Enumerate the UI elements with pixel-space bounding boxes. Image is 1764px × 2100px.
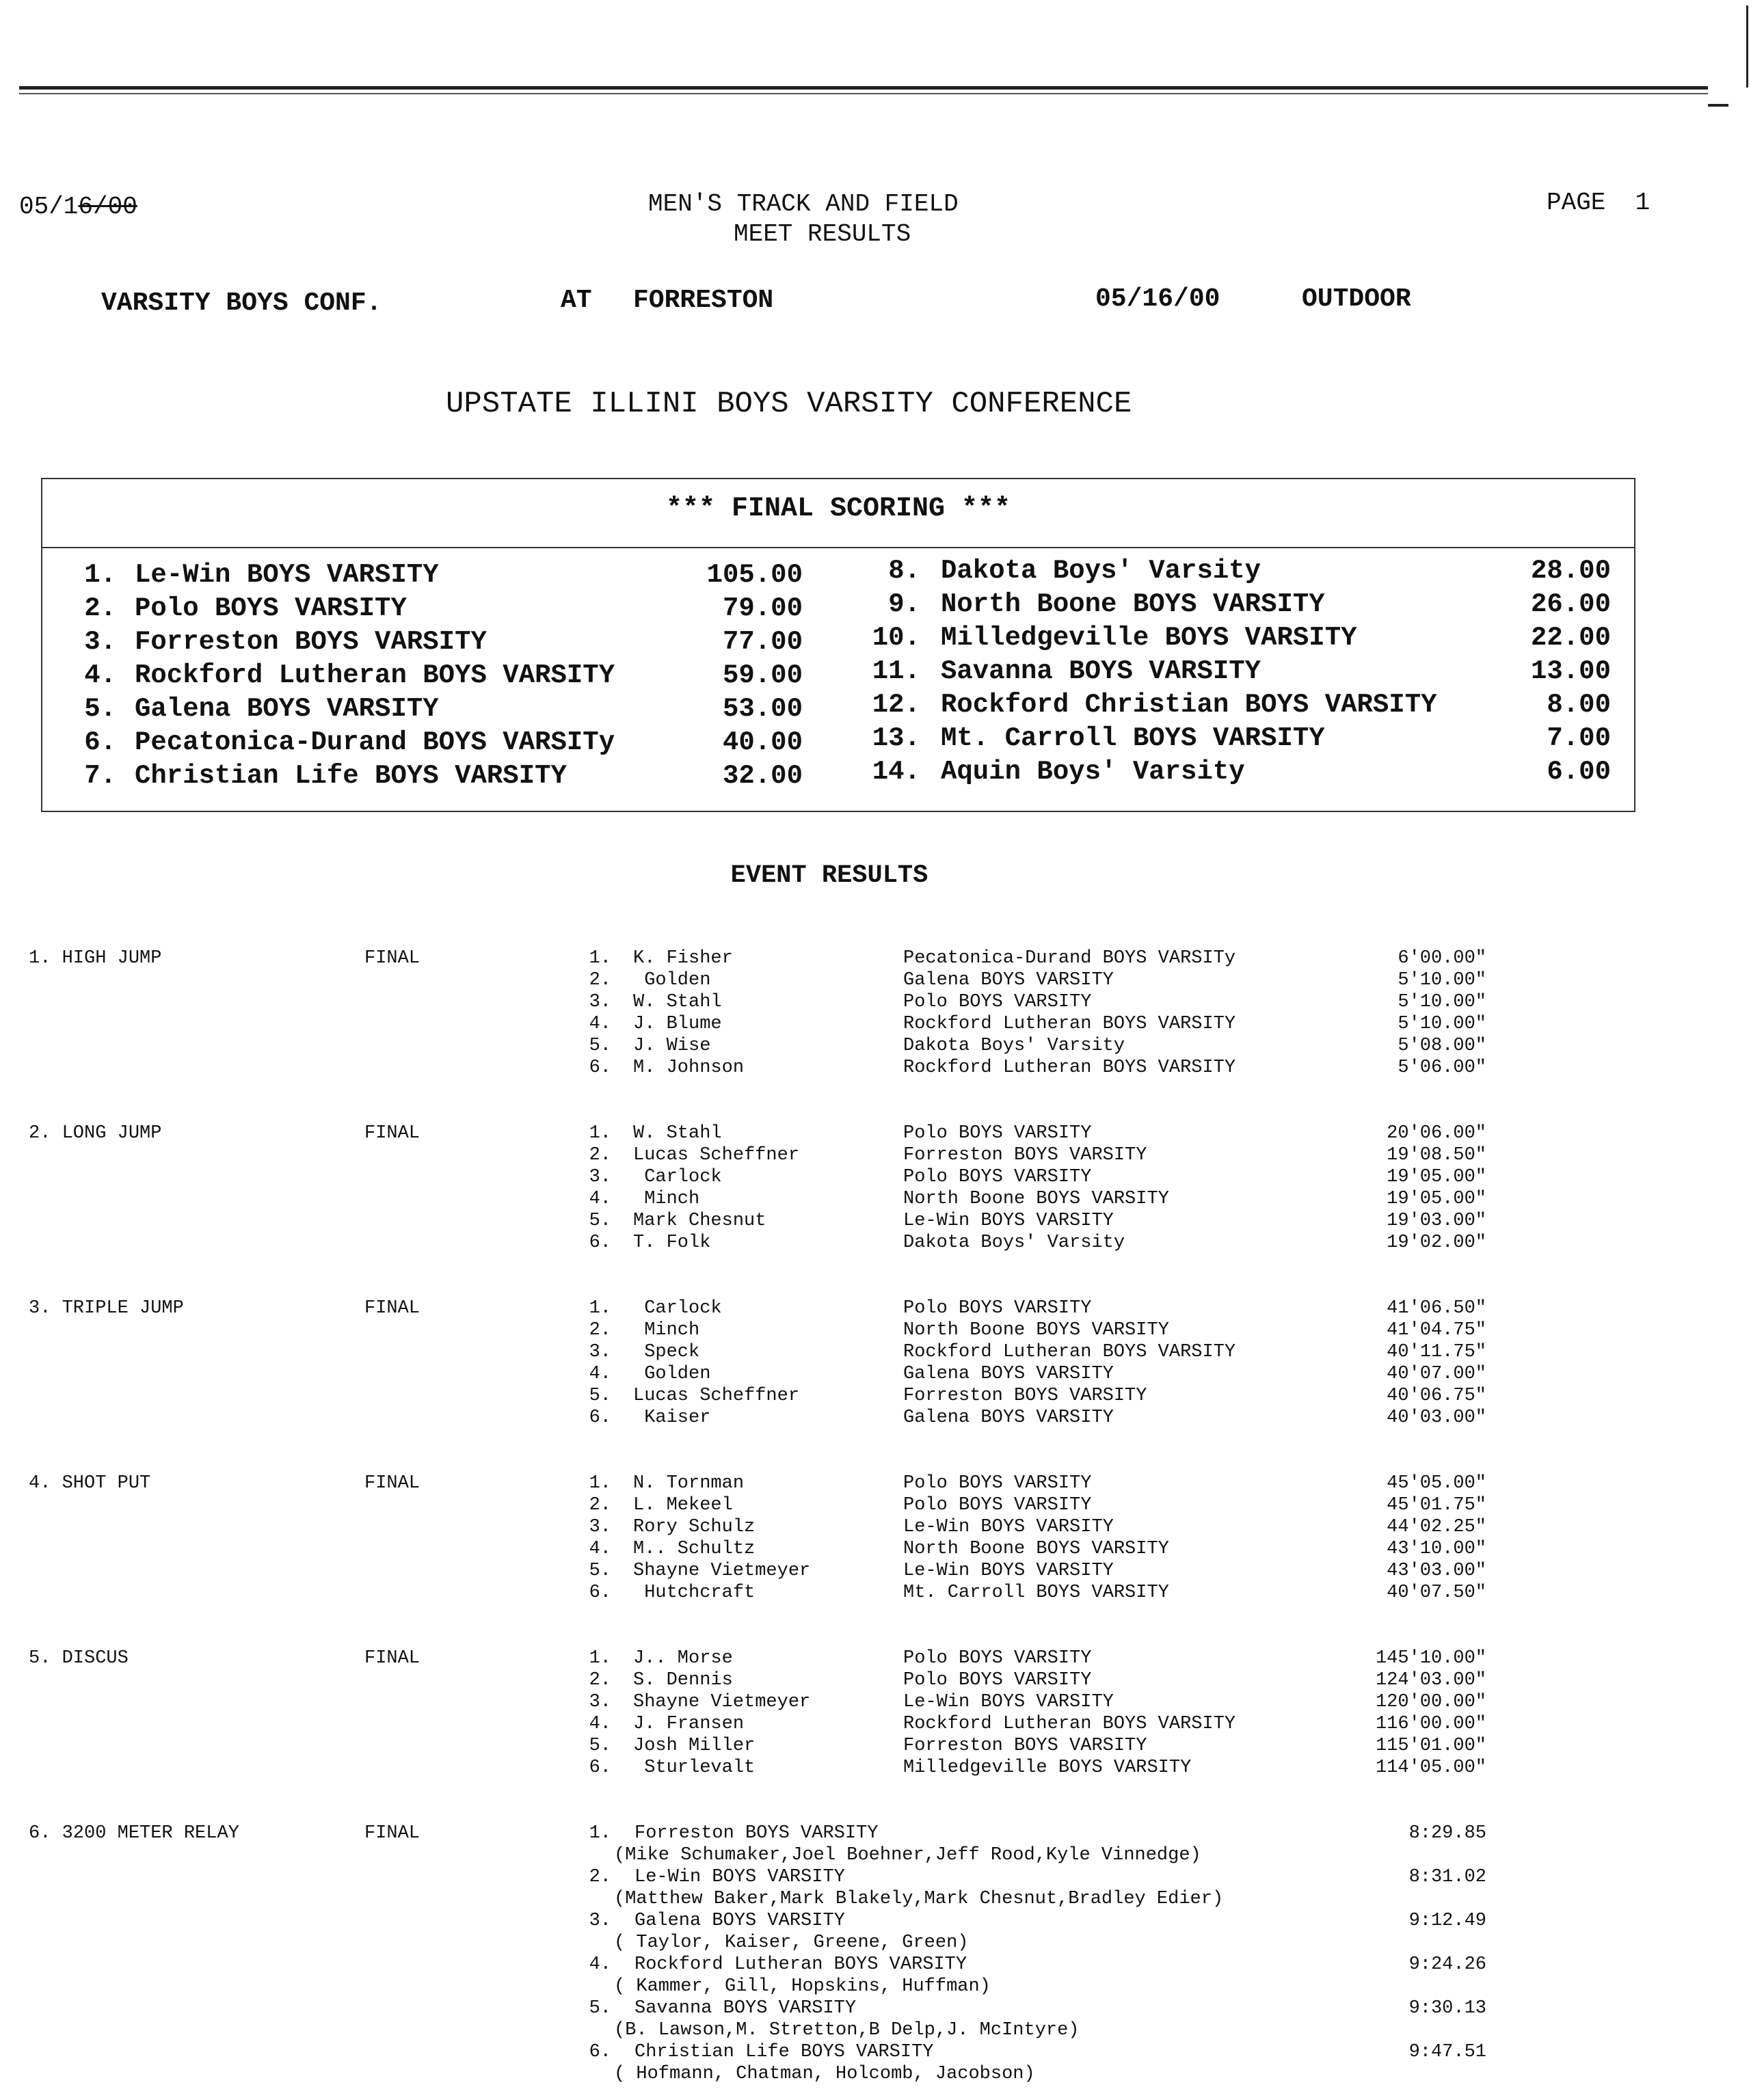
score-rank: 13. — [872, 723, 920, 753]
result-mark: 114'05.00" — [1375, 1758, 1486, 1778]
result-team: Forreston BOYS VARSITY — [903, 1386, 1147, 1406]
result-athlete: Golden — [633, 970, 711, 991]
result-team: Polo BOYS VARSITY — [903, 1167, 1092, 1187]
score-team: Rockford Christian BOYS VARSITY — [941, 690, 1437, 720]
result-mark: 115'01.00" — [1375, 1736, 1486, 1756]
relay-team: Forreston BOYS VARSITY — [634, 1823, 879, 1844]
result-team: Polo BOYS VARSITY — [903, 1123, 1092, 1144]
result-place: 5. — [589, 1736, 611, 1756]
result-team: North Boone BOYS VARSITY — [903, 1320, 1169, 1341]
event-name: 3. TRIPLE JUMP — [29, 1298, 184, 1319]
result-mark: 45'05.00" — [1387, 1473, 1486, 1494]
result-place: 6. — [589, 1583, 611, 1603]
result-team: Polo BOYS VARSITY — [903, 992, 1092, 1012]
score-rank: 1. — [84, 560, 116, 590]
result-mark: 41'06.50" — [1387, 1298, 1486, 1319]
result-mark: 120'00.00" — [1375, 1692, 1486, 1712]
result-athlete: Sturlevalt — [633, 1758, 756, 1778]
result-place: 4. — [589, 1364, 611, 1384]
result-team: Rockford Lutheran BOYS VARSITY — [903, 1342, 1236, 1362]
result-mark: 20'06.00" — [1387, 1123, 1486, 1144]
result-mark: 19'03.00" — [1387, 1211, 1486, 1231]
relay-members: (B. Lawson,M. Stretton,B Delp,J. McIntyre) — [614, 2020, 1080, 2041]
score-rank: 3. — [84, 627, 116, 657]
result-place: 6. — [589, 1408, 611, 1428]
event-name: 6. 3200 METER RELAY — [29, 1823, 239, 1844]
result-athlete: Carlock — [633, 1167, 722, 1187]
score-points: 105.00 — [706, 560, 803, 590]
result-mark: 41'04.75" — [1387, 1320, 1486, 1341]
relay-time: 9:12.49 — [1408, 1911, 1486, 1931]
result-place: 3. — [589, 1342, 611, 1362]
result-place: 6. — [589, 1233, 611, 1253]
score-team: Mt. Carroll BOYS VARSITY — [941, 723, 1325, 753]
relay-time: 8:29.85 — [1408, 1823, 1486, 1844]
result-athlete: Shayne Vietmeyer — [633, 1692, 811, 1712]
result-mark: 124'03.00" — [1375, 1670, 1486, 1691]
score-rank: 12. — [872, 690, 920, 720]
result-team: Dakota Boys' Varsity — [903, 1036, 1125, 1056]
score-points: 6.00 — [1547, 757, 1611, 787]
result-athlete: Lucas Scheffner — [633, 1145, 800, 1166]
score-team: Savanna BOYS VARSITY — [941, 656, 1261, 686]
relay-members: ( Taylor, Kaiser, Greene, Green) — [614, 1933, 969, 1953]
score-team: Forreston BOYS VARSITY — [135, 627, 487, 657]
result-place: 2. — [589, 1320, 611, 1341]
score-team: Christian Life BOYS VARSITY — [135, 761, 567, 791]
result-place: 1. — [589, 1123, 611, 1144]
result-athlete: Speck — [633, 1342, 700, 1362]
result-mark: 43'10.00" — [1387, 1539, 1486, 1559]
event-round: FINAL — [364, 1298, 420, 1319]
result-team: Polo BOYS VARSITY — [903, 1298, 1092, 1319]
result-mark: 5'10.00" — [1398, 970, 1486, 991]
header-date-prefix: 05/1 — [19, 193, 79, 221]
result-team: North Boone BOYS VARSITY — [903, 1189, 1169, 1209]
result-athlete: L. Mekeel — [633, 1495, 733, 1516]
meet-name: VARSITY BOYS CONF. — [101, 288, 382, 318]
event-round: FINAL — [364, 948, 420, 969]
result-place: 4. — [589, 1189, 611, 1209]
result-mark: 43'03.00" — [1387, 1561, 1486, 1581]
result-team: Forreston BOYS VARSITY — [903, 1145, 1147, 1166]
score-team: Galena BOYS VARSITY — [135, 694, 439, 724]
score-rank: 10. — [872, 623, 920, 653]
result-athlete: Hutchcraft — [633, 1583, 756, 1603]
result-team: Polo BOYS VARSITY — [903, 1495, 1092, 1516]
meet-location: FORRESTON — [633, 286, 774, 315]
score-points: 53.00 — [722, 694, 803, 724]
result-athlete: W. Stahl — [633, 1123, 722, 1144]
report-subtitle: MEET RESULTS — [734, 220, 911, 248]
score-team: Pecatonica-Durand BOYS VARSITy — [135, 727, 615, 757]
result-mark: 44'02.25" — [1387, 1517, 1486, 1537]
result-place: 4. — [589, 1539, 611, 1559]
relay-time: 9:30.13 — [1408, 1998, 1486, 2019]
result-team: Polo BOYS VARSITY — [903, 1648, 1092, 1669]
result-place: 5. — [589, 1036, 611, 1056]
score-points: 8.00 — [1547, 690, 1611, 720]
result-place: 3. — [589, 992, 611, 1012]
result-place: 1. — [589, 1473, 611, 1494]
header-date-struck: 6/00 — [78, 193, 137, 221]
score-rank: 8. — [888, 556, 920, 586]
relay-members: (Matthew Baker,Mark Blakely,Mark Chesnut,Bradley Edier) — [614, 1889, 1224, 1909]
score-rank: 2. — [84, 593, 116, 623]
result-mark: 40'07.00" — [1387, 1364, 1486, 1384]
result-athlete: J.. Morse — [633, 1648, 733, 1669]
result-mark: 19'05.00" — [1387, 1189, 1486, 1209]
result-place: 3. — [589, 1692, 611, 1712]
score-points: 22.00 — [1530, 623, 1611, 653]
header-date — [19, 193, 137, 221]
result-mark: 40'11.75" — [1387, 1342, 1486, 1362]
event-round: FINAL — [364, 1123, 420, 1144]
top-rule-end-mark — [1708, 104, 1728, 107]
result-team: Rockford Lutheran BOYS VARSITY — [903, 1058, 1236, 1078]
result-team: Pecatonica-Durand BOYS VARSITy — [903, 948, 1236, 969]
result-place: 3. — [589, 1167, 611, 1187]
score-points: 7.00 — [1547, 723, 1611, 753]
result-athlete: Golden — [633, 1364, 711, 1384]
result-place: 4. — [589, 1014, 611, 1034]
result-team: Mt. Carroll BOYS VARSITY — [903, 1583, 1169, 1603]
score-rank: 4. — [84, 660, 116, 690]
result-athlete: W. Stahl — [633, 992, 722, 1012]
score-rank: 9. — [888, 589, 920, 619]
result-mark: 5'10.00" — [1398, 992, 1486, 1012]
result-place: 6. — [589, 1058, 611, 1078]
result-team: Dakota Boys' Varsity — [903, 1233, 1125, 1253]
event-name: 5. DISCUS — [29, 1648, 129, 1669]
relay-place: 3. — [589, 1911, 611, 1931]
result-athlete: Kaiser — [633, 1408, 711, 1428]
score-team: North Boone BOYS VARSITY — [941, 589, 1325, 619]
event-name: 1. HIGH JUMP — [29, 948, 162, 969]
score-rank: 5. — [84, 694, 116, 724]
score-team: Rockford Lutheran BOYS VARSITY — [135, 660, 615, 690]
result-athlete: Shayne Vietmeyer — [633, 1561, 811, 1581]
result-athlete: N. Tornman — [633, 1473, 745, 1494]
result-place: 2. — [589, 1495, 611, 1516]
result-mark: 116'00.00" — [1375, 1714, 1486, 1734]
result-place: 5. — [589, 1561, 611, 1581]
score-points: 77.00 — [722, 627, 803, 657]
event-results-heading: EVENT RESULTS — [730, 861, 928, 890]
score-rank: 6. — [84, 727, 116, 757]
result-team: Polo BOYS VARSITY — [903, 1473, 1092, 1494]
result-athlete: S. Dennis — [633, 1670, 733, 1691]
relay-team: Christian Life BOYS VARSITY — [634, 2042, 934, 2062]
result-athlete: T. Folk — [633, 1233, 711, 1253]
score-points: 26.00 — [1530, 589, 1611, 619]
result-athlete: Rory Schulz — [633, 1517, 756, 1537]
result-place: 1. — [589, 948, 611, 969]
result-team: Rockford Lutheran BOYS VARSITY — [903, 1014, 1236, 1034]
result-team: Le-Win BOYS VARSITY — [903, 1517, 1114, 1537]
final-scoring-divider — [41, 547, 1635, 548]
result-team: Galena BOYS VARSITY — [903, 970, 1114, 991]
scan-edge-mark — [1746, 5, 1748, 88]
result-mark: 19'08.50" — [1387, 1145, 1486, 1166]
relay-members: ( Hofmann, Chatman, Holcomb, Jacobson) — [614, 2064, 1035, 2084]
score-team: Le-Win BOYS VARSITY — [135, 560, 439, 590]
score-points: 28.00 — [1530, 556, 1611, 586]
meet-at-label: AT — [561, 286, 592, 315]
relay-team: Savanna BOYS VARSITY — [634, 1998, 857, 2019]
relay-team: Galena BOYS VARSITY — [634, 1911, 845, 1931]
result-athlete: J. Wise — [633, 1036, 711, 1056]
result-team: Galena BOYS VARSITY — [903, 1408, 1114, 1428]
result-athlete: J. Fransen — [633, 1714, 745, 1734]
result-mark: 5'08.00" — [1398, 1036, 1486, 1056]
score-team: Milledgeville BOYS VARSITY — [941, 623, 1357, 653]
result-team: Milledgeville BOYS VARSITY — [903, 1758, 1192, 1778]
relay-team: Rockford Lutheran BOYS VARSITY — [634, 1954, 967, 1975]
result-athlete: J. Blume — [633, 1014, 722, 1034]
report-title: MEN'S TRACK AND FIELD — [648, 190, 959, 218]
result-athlete: Mark Chesnut — [633, 1211, 766, 1231]
score-rank: 14. — [872, 757, 920, 787]
result-athlete: M. Johnson — [633, 1058, 745, 1078]
event-name: 2. LONG JUMP — [29, 1123, 162, 1144]
score-points: 32.00 — [722, 761, 803, 791]
result-mark: 6'00.00" — [1398, 948, 1486, 969]
relay-place: 2. — [589, 1867, 611, 1887]
result-place: 6. — [589, 1758, 611, 1778]
top-rule — [19, 86, 1708, 90]
score-points: 59.00 — [722, 660, 803, 690]
relay-time: 8:31.02 — [1408, 1867, 1486, 1887]
top-rule-secondary — [19, 93, 1708, 94]
relay-time: 9:24.26 — [1408, 1954, 1486, 1975]
result-athlete: Josh Miller — [633, 1736, 756, 1756]
score-rank: 11. — [872, 656, 920, 686]
result-athlete: Minch — [633, 1320, 700, 1341]
result-team: Polo BOYS VARSITY — [903, 1670, 1092, 1691]
result-team: Le-Win BOYS VARSITY — [903, 1561, 1114, 1581]
result-team: Le-Win BOYS VARSITY — [903, 1211, 1114, 1231]
result-mark: 40'03.00" — [1387, 1408, 1486, 1428]
result-mark: 45'01.75" — [1387, 1495, 1486, 1516]
result-athlete: K. Fisher — [633, 948, 733, 969]
result-athlete: Minch — [633, 1189, 700, 1209]
relay-members: (Mike Schumaker,Joel Boehner,Jeff Rood,Kyle Vinnedge) — [614, 1845, 1201, 1866]
result-mark: 19'02.00" — [1387, 1233, 1486, 1253]
event-name: 4. SHOT PUT — [29, 1473, 151, 1494]
relay-place: 6. — [589, 2042, 611, 2062]
relay-members: ( Kammer, Gill, Hopskins, Huffman) — [614, 1976, 991, 1997]
result-place: 4. — [589, 1714, 611, 1734]
conference-title: UPSTATE ILLINI BOYS VARSITY CONFERENCE — [446, 387, 1132, 421]
relay-team: Le-Win BOYS VARSITY — [634, 1867, 845, 1887]
score-points: 79.00 — [722, 593, 803, 623]
result-place: 1. — [589, 1298, 611, 1319]
relay-place: 4. — [589, 1954, 611, 1975]
result-place: 3. — [589, 1517, 611, 1537]
result-mark: 40'07.50" — [1387, 1583, 1486, 1603]
result-mark: 145'10.00" — [1375, 1648, 1486, 1669]
page-number: PAGE 1 — [1547, 189, 1651, 217]
score-team: Dakota Boys' Varsity — [941, 556, 1261, 586]
result-mark: 40'06.75" — [1387, 1386, 1486, 1406]
result-place: 2. — [589, 1145, 611, 1166]
final-scoring-heading: *** FINAL SCORING *** — [665, 494, 1011, 524]
result-team: Galena BOYS VARSITY — [903, 1364, 1114, 1384]
event-round: FINAL — [364, 1648, 420, 1669]
relay-place: 1. — [589, 1823, 611, 1844]
result-place: 2. — [589, 970, 611, 991]
result-team: Forreston BOYS VARSITY — [903, 1736, 1147, 1756]
result-place: 1. — [589, 1648, 611, 1669]
score-team: Aquin Boys' Varsity — [941, 757, 1245, 787]
result-mark: 5'06.00" — [1398, 1058, 1486, 1078]
relay-time: 9:47.51 — [1408, 2042, 1486, 2062]
result-team: Le-Win BOYS VARSITY — [903, 1692, 1114, 1712]
event-round: FINAL — [364, 1473, 420, 1494]
relay-place: 5. — [589, 1998, 611, 2019]
result-athlete: Lucas Scheffner — [633, 1386, 800, 1406]
meet-date: 05/16/00 — [1095, 284, 1220, 314]
score-team: Polo BOYS VARSITY — [135, 593, 407, 623]
event-round: FINAL — [364, 1823, 420, 1844]
result-mark: 5'10.00" — [1398, 1014, 1486, 1034]
result-athlete: M.. Schultz — [633, 1539, 756, 1559]
result-mark: 19'05.00" — [1387, 1167, 1486, 1187]
result-place: 5. — [589, 1211, 611, 1231]
result-athlete: Carlock — [633, 1298, 722, 1319]
score-points: 40.00 — [722, 727, 803, 757]
meet-type: OUTDOOR — [1302, 284, 1411, 314]
result-place: 5. — [589, 1386, 611, 1406]
result-place: 2. — [589, 1670, 611, 1691]
score-rank: 7. — [84, 761, 116, 791]
result-team: North Boone BOYS VARSITY — [903, 1539, 1169, 1559]
result-team: Rockford Lutheran BOYS VARSITY — [903, 1714, 1236, 1734]
score-points: 13.00 — [1530, 656, 1611, 686]
